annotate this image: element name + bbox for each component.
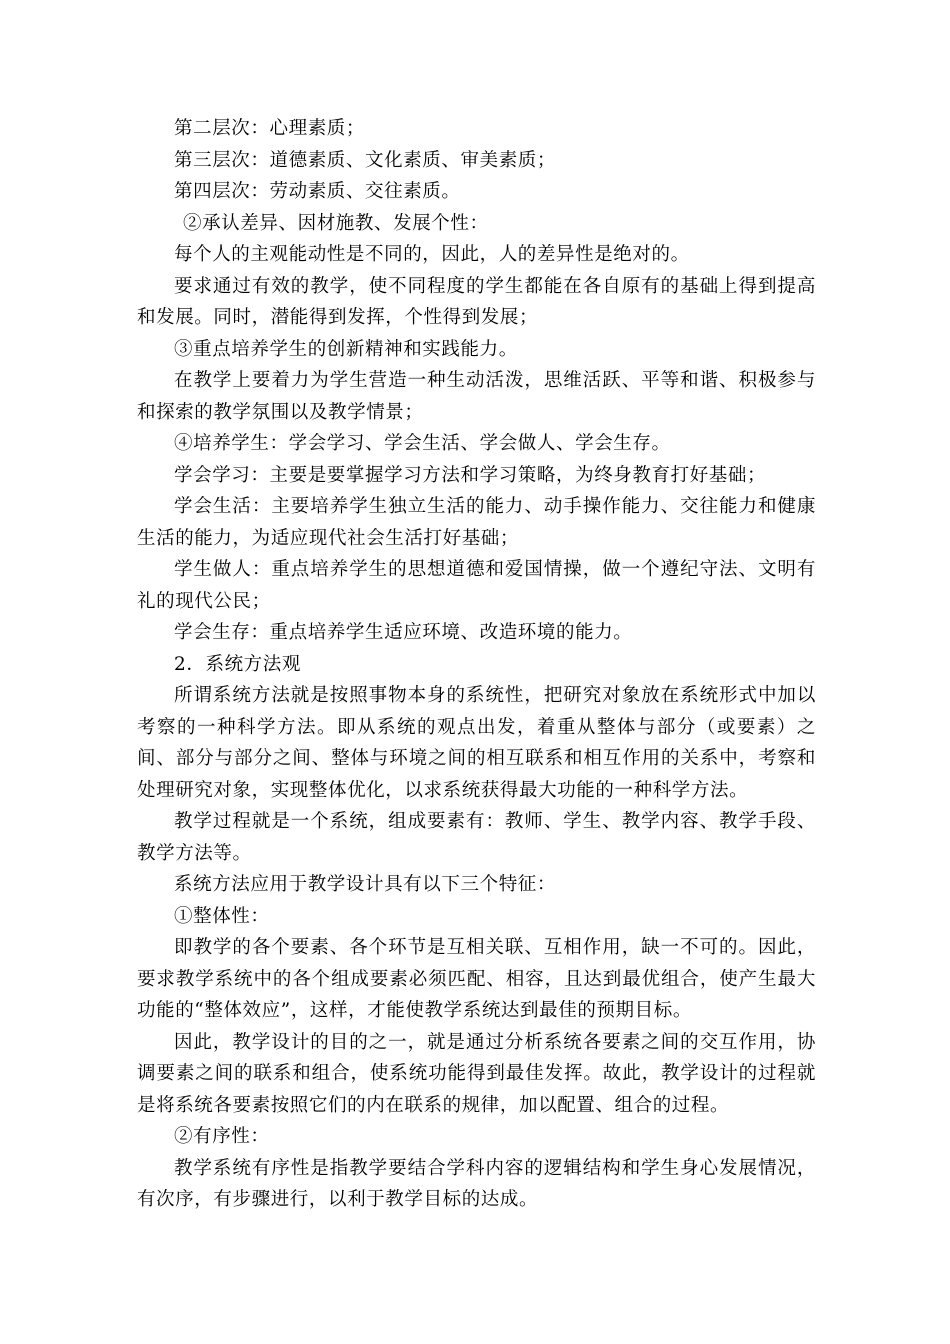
paragraph-learn-to-live: 学会生活：主要培养学生独立生活的能力、动手操作能力、交往能力和健康生活的能力，为适应现代社会生活打好基础； <box>137 496 816 549</box>
paragraph-level-three: 第三层次：道德素质、文化素质、审美素质； <box>174 149 557 171</box>
heading-innovation-practice: ③重点培养学生的创新精神和实践能力。 <box>174 338 518 360</box>
heading-acknowledge-differences: ②承认差异、因材施教、发展个性： <box>183 212 489 234</box>
paragraph-orderliness-detail: 教学系统有序性是指教学要结合学科内容的逻辑结构和学生身心发展情况，有次序，有步骤进行，以利于教学目标的达成。 <box>137 1157 816 1210</box>
heading-orderliness: ②有序性： <box>174 1126 270 1147</box>
paragraph-level-four: 第四层次：劳动素质、交往素质。 <box>174 181 461 202</box>
paragraph-effective-teaching: 要求通过有效的教学，使不同程度的学生都能在各自原有的基础上得到提高和发展。同时，潜能得到发挥，个性得到发展； <box>137 275 816 328</box>
paragraph-system-method-definition: 所谓系统方法就是按照事物本身的系统性，把研究对象放在系统形式中加以考察的一种科学方法。即从系统的观点出发，着重从整体与部分（或要素）之间、部分与部分之间、整体与环境之间的相互联系和相互作用的关系中，考察和处理研究对象，实现整体优化，以求系统获得最大功能的一种科学方法。 <box>137 685 816 801</box>
document-page <box>137 113 816 1216</box>
heading-integrity: ①整体性： <box>174 905 270 927</box>
paragraph-subjective-initiative: 每个人的主观能动性是不同的，因此，人的差异性是绝对的。 <box>174 244 690 265</box>
paragraph-learn-to-be: 学生做人：重点培养学生的思想道德和爱国情操，做一个遵纪守法、文明有礼的现代公民； <box>137 559 816 612</box>
paragraph-integrity-detail: 即教学的各个要素、各个环节是互相关联、互相作用，缺一不可的。因此，要求教学系统中的各个组成要素必须匹配、相容，且达到最优组合，使产生最大功能的“整体效应”，这样，才能使教学系统达到最佳的预期目标。 <box>137 937 816 1021</box>
paragraph-learn-to-survive: 学会生存：重点培养学生适应环境、改造环境的能力。 <box>174 622 633 643</box>
paragraph-learn-to-learn: 学会学习：主要是要掌握学习方法和学习策略，为终身教育打好基础； <box>174 464 767 486</box>
paragraph-level-two: 第二层次：心理素质； <box>174 118 366 139</box>
paragraph-teaching-system-elements: 教学过程就是一个系统，组成要素有：教师、学生、教学内容、教学手段、教学方法等。 <box>137 811 816 864</box>
section-heading-system-method: 2．系统方法观 <box>174 653 301 675</box>
paragraph-three-features: 系统方法应用于教学设计具有以下三个特征： <box>174 874 557 895</box>
heading-cultivate-students: ④培养学生：学会学习、学会生活、学会做人、学会生存。 <box>174 433 671 454</box>
paragraph-teaching-atmosphere: 在教学上要着力为学生营造一种生动活泼，思维活跃、平等和谐、积极参与和探索的教学氛围以及教学情景； <box>137 370 816 423</box>
paragraph-design-purpose: 因此，教学设计的目的之一，就是通过分析系统各要素之间的交互作用，协调要素之间的联系和组合，使系统功能得到最佳发挥。故此，教学设计的过程就是将系统各要素按照它们的内在联系的规律，加以配置、组合的过程。 <box>137 1031 816 1116</box>
